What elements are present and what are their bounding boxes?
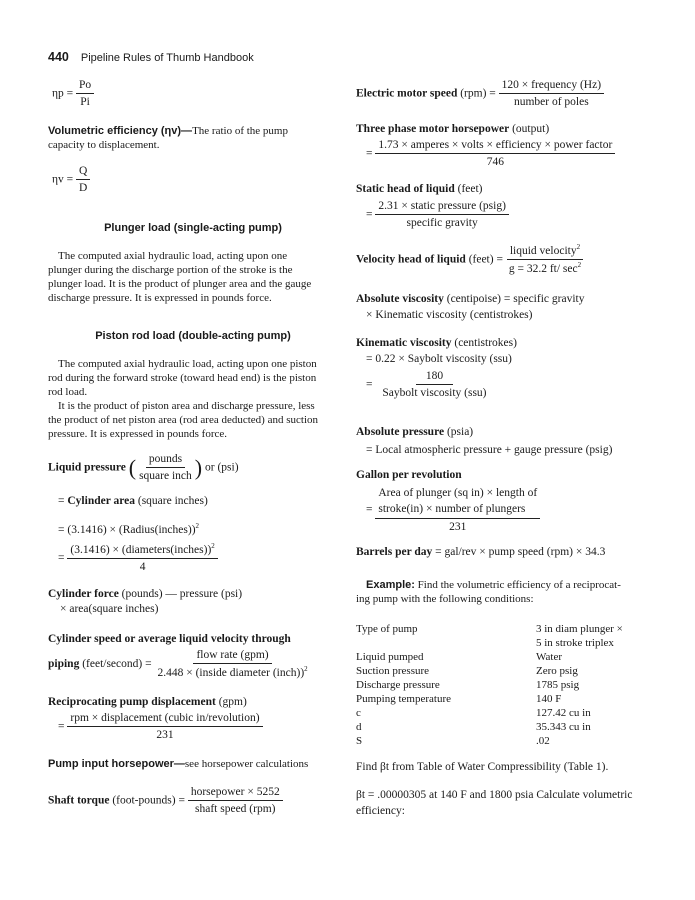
table-cell: 127.42 cu in bbox=[536, 707, 591, 719]
volumetric-efficiency-def: Volumetric efficiency (ηv)—The ratio of the pump capacity to displacement. bbox=[48, 125, 288, 151]
gallon-per-revolution-title: Gallon per revolution bbox=[356, 469, 462, 481]
eta-v-equation: ηv = $\frac{Q}{D}$ bbox=[52, 164, 90, 196]
table-cell: .02 bbox=[536, 735, 550, 747]
three-phase-equation: = $\frac{\text{1.73 × amperes × volts × efficiency × power factor}}{746}$ bbox=[366, 138, 615, 170]
plunger-load-heading: Plunger load (single-acting pump) bbox=[104, 222, 282, 234]
radius-equation: = (3.1416) × (Radius(inches))$^2$ bbox=[58, 522, 200, 536]
static-head-equation: = $\frac{\text{2.31 × static pressure (psig)}}{\text{specific gravity}}$ bbox=[366, 199, 509, 231]
eta-p-den: Pi bbox=[80, 96, 90, 109]
table-cell bbox=[356, 636, 536, 650]
table-cell: Type of pump bbox=[356, 623, 418, 635]
conditions-table bbox=[356, 622, 623, 748]
absolute-viscosity-def: Absolute viscosity (centipoise) = specific gravity × Kinematic viscosity (centistrokes) bbox=[356, 293, 585, 321]
table-row bbox=[356, 678, 623, 692]
table-row bbox=[356, 622, 623, 636]
motor-speed-equation: Electric motor speed (rpm) = $\frac{\text{120 × frequency (Hz)}}{\text{number of poles}}$ bbox=[356, 78, 604, 110]
static-head-title: Static head of liquid (feet) bbox=[356, 183, 483, 195]
cylinder-speed-title: Cylinder speed or average liquid velocity through bbox=[48, 633, 291, 645]
table-cell: 5 in stroke triplex bbox=[536, 637, 614, 649]
pump-input-horsepower: Pump input horsepower—see horsepower calculations bbox=[48, 758, 309, 770]
table-row bbox=[356, 706, 623, 720]
eta-p-equation: ηp = $\frac{Po}{Pi}$ bbox=[52, 78, 94, 110]
kinematic-viscosity-equation: = $\frac{180}{\text{Saybolt viscosity (ssu)}}$ bbox=[366, 370, 487, 400]
table-cell: Liquid pumped bbox=[356, 651, 424, 663]
piston-rod-heading: Piston rod load (double-acting pump) bbox=[95, 330, 291, 342]
cylinder-area-line: = Cylinder area (square inches) bbox=[58, 495, 208, 507]
barrels-per-day: Barrels per day = gal/rev × pump speed (rpm) × 34.3 bbox=[356, 546, 606, 558]
gallon-per-revolution-equation: = Area of plunger (sq in) × length of stroke(in) × number of plungers 231 bbox=[366, 485, 540, 534]
liquid-pressure-equation: Liquid pressure ( $\frac{\text{pounds}}{\text{square inch}}$ ) or (psi) bbox=[48, 453, 239, 483]
table-row bbox=[356, 734, 623, 748]
plunger-load-text: The computed axial hydraulic load, acting upon one plunger during the discharge portion of the stroke is the plunger load. It is the product of plunger area and the gauge discharge pressure. It is expressed in pounds force. bbox=[48, 250, 312, 304]
velocity-head-equation: Velocity head of liquid (feet) = $\frac{liquid velocity^2}{g = 32.2 ft/ \sec^2}$ bbox=[356, 243, 582, 276]
table-cell: 140 F bbox=[536, 693, 562, 705]
beta-t-value: βt = .00000305 at 140 F and 1800 psia Calculate volumetric efficiency: bbox=[356, 789, 633, 817]
find-beta-t: Find βt from Table of Water Compressibility (Table 1). bbox=[356, 761, 609, 773]
book-title: Pipeline Rules of Thumb Handbook bbox=[80, 52, 254, 64]
absolute-pressure-def: Absolute pressure (psia) = Local atmospheric pressure + gauge pressure (psig) bbox=[356, 426, 613, 456]
table-cell: Pumping temperature bbox=[356, 693, 452, 705]
table-cell: c bbox=[356, 707, 361, 719]
kinematic-viscosity-def: Kinematic viscosity (centistrokes) = 0.22 × Saybolt viscosity (ssu) bbox=[356, 337, 517, 365]
table-row bbox=[356, 650, 623, 664]
three-phase-title: Three phase motor horsepower (output) bbox=[356, 123, 550, 135]
cylinder-force-def: Cylinder force (pounds) — pressure (psi) × area(square inches) bbox=[48, 588, 243, 615]
table-cell: d bbox=[356, 721, 362, 733]
table-cell: Suction pressure bbox=[356, 665, 430, 677]
diameter-equation: = $\frac{(3.1416) \times (diameters(inches))^2}{4}$ bbox=[58, 542, 218, 575]
table-cell: S bbox=[356, 735, 363, 747]
table-cell: 1785 psig bbox=[536, 679, 580, 691]
cylinder-speed-equation: piping (feet/second) = $\frac{\text{flow rate (gpm)}}{2.448 \times (inside diameter (inch))^2}$ bbox=[48, 649, 308, 680]
table-cell: 3 in diam plunger × bbox=[536, 623, 623, 635]
table-cell: 35.343 cu in bbox=[536, 721, 591, 733]
shaft-torque-equation: Shaft torque (foot-pounds) = $\frac{\text{horsepower × 5252}}{\text{shaft speed (rpm)}}$ bbox=[48, 785, 283, 817]
table-row bbox=[356, 636, 623, 650]
table-cell: Discharge pressure bbox=[356, 679, 440, 691]
recip-displacement-equation: = $\frac{\text{rpm × displacement (cubic in/revolution)}}{231}$ bbox=[58, 711, 263, 743]
table-cell: Water bbox=[536, 651, 562, 663]
page-header bbox=[48, 50, 254, 64]
example-intro: Example: Find the volumetric efficiency of a reciprocat- ing pump with the following conditions: bbox=[356, 579, 621, 605]
table-row bbox=[356, 664, 623, 678]
recip-displacement-title: Reciprocating pump displacement (gpm) bbox=[48, 696, 247, 708]
table-row bbox=[356, 692, 623, 706]
table-cell: Zero psig bbox=[536, 665, 578, 677]
eta-p-num: Po bbox=[76, 78, 94, 94]
piston-rod-text: The computed axial hydraulic load, acting upon one piston rod during the forward stroke (toward head end) is the piston rod load. It is the product of piston area and discharge pressure, less the product of net piston area (rod area deducted) and suction pressure. It is expressed in pounds force. bbox=[48, 358, 319, 440]
page-number: 440 bbox=[48, 50, 69, 64]
table-row bbox=[356, 720, 623, 734]
